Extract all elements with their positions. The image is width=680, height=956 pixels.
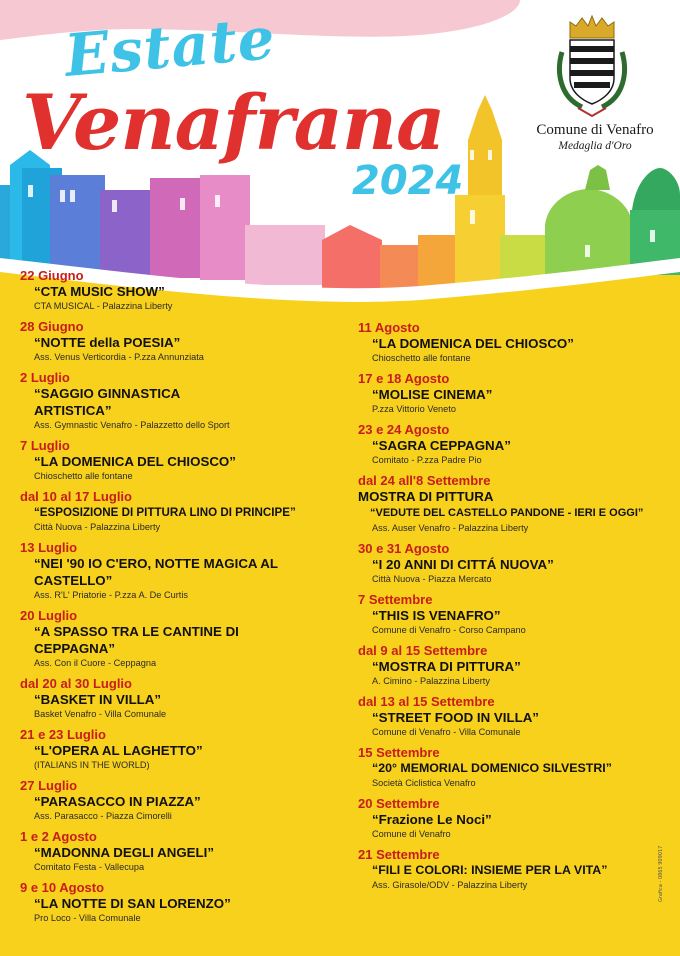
event-date: dal 9 al 15 Settembre xyxy=(358,643,488,658)
event-title-plain: MOSTRA DI PITTURA xyxy=(358,489,494,504)
event-item xyxy=(20,489,338,533)
event-organizer: Chioschetto alle fontane xyxy=(34,471,133,481)
event-date: 20 Luglio xyxy=(20,608,78,623)
event-item xyxy=(358,643,670,687)
event-date: dal 13 al 15 Settembre xyxy=(358,694,495,709)
event-organizer: Società Ciclistica Venafro xyxy=(372,778,476,788)
event-item xyxy=(358,796,670,840)
graphic-credit: Grafica - 0865 909017 xyxy=(658,845,664,902)
event-date: 9 e 10 Agosto xyxy=(20,880,105,895)
comune-name: Comune di Venafro xyxy=(536,122,654,138)
event-item xyxy=(20,319,338,363)
event-date: 7 Luglio xyxy=(20,438,70,453)
event-date: 23 e 24 Agosto xyxy=(358,422,450,437)
event-date: 20 Settembre xyxy=(358,796,440,811)
event-title: “L'OPERA AL LAGHETTO” xyxy=(34,743,203,758)
event-title: “Frazione Le Noci” xyxy=(372,812,492,827)
event-date: 27 Luglio xyxy=(20,778,78,793)
event-title: “LA DOMENICA DEL CHIOSCO” xyxy=(34,454,236,469)
event-title: “PARASACCO IN PIAZZA” xyxy=(34,794,201,809)
event-item xyxy=(20,268,338,312)
event-organizer: Comitato Festa - Vallecupa xyxy=(34,862,145,872)
event-title: “SAGRA CEPPAGNA” xyxy=(372,438,511,453)
title-estate: Estate xyxy=(62,3,279,91)
event-organizer: Ass. R'L' Priatorie - P.zza A. De Curtis xyxy=(34,590,188,600)
comune-crest-icon xyxy=(552,12,632,120)
event-item xyxy=(358,422,670,466)
event-title: “A SPASSO TRA LE CANTINE DI CEPPAGNA” xyxy=(34,624,239,656)
event-title: “I 20 ANNI DI CITTÁ NUOVA” xyxy=(372,557,554,572)
event-title: “ESPOSIZIONE DI PITTURA LINO DI PRINCIPE” xyxy=(34,506,296,519)
event-organizer: Ass. Gymnastic Venafro - Palazzetto dello Sport xyxy=(34,420,230,430)
event-title: “STREET FOOD IN VILLA” xyxy=(372,710,539,725)
event-title: “LA NOTTE DI SAN LORENZO” xyxy=(34,896,231,911)
title-year: 2024 xyxy=(352,158,464,204)
events-column-right xyxy=(358,320,670,898)
event-item xyxy=(358,694,670,738)
event-item xyxy=(20,438,338,482)
event-organizer: Basket Venafro - Villa Comunale xyxy=(34,709,167,719)
event-item xyxy=(20,778,338,822)
title-venafrana: Venafrana xyxy=(22,78,445,167)
event-item xyxy=(358,847,670,891)
event-date: 13 Luglio xyxy=(20,540,78,555)
comune-subtitle: Medaglia d'Oro xyxy=(558,140,632,152)
event-title: “VEDUTE DEL CASTELLO PANDONE - IERI E OGGI” xyxy=(370,507,644,519)
event-item xyxy=(20,608,338,669)
event-title: “NOTTE della POESIA” xyxy=(34,335,181,350)
events-column-left xyxy=(20,268,338,931)
event-title: “THIS IS VENAFRO” xyxy=(372,608,501,623)
event-organizer: Chioschetto alle fontane xyxy=(372,353,471,363)
event-date: 15 Settembre xyxy=(358,745,440,760)
event-title: “MADONNA DEGLI ANGELI” xyxy=(34,845,214,860)
event-item xyxy=(20,880,338,924)
event-item xyxy=(358,473,670,534)
event-organizer: P.zza Vittorio Veneto xyxy=(372,404,456,414)
event-item xyxy=(20,676,338,720)
event-title: “LA DOMENICA DEL CHIOSCO” xyxy=(372,336,574,351)
event-title: “SAGGIO GINNASTICA ARTISTICA” xyxy=(34,386,180,418)
event-title: “CTA MUSIC SHOW” xyxy=(34,284,165,299)
event-organizer: Comune di Venafro - Villa Comunale xyxy=(372,727,521,737)
event-organizer: Ass. Parasacco - Piazza Cimorelli xyxy=(34,811,172,821)
event-title: “NEI '90 IO C'ERO, NOTTE MAGICA AL CASTELLO” xyxy=(34,556,278,588)
event-date: 22 Giugno xyxy=(20,268,84,283)
event-date: 11 Agosto xyxy=(358,320,420,335)
event-title: “MOSTRA DI PITTURA” xyxy=(372,659,521,674)
event-item xyxy=(358,745,670,789)
event-title: “FILI E COLORI: INSIEME PER LA VITA” xyxy=(372,863,608,877)
event-date: dal 24 all'8 Settembre xyxy=(358,473,491,488)
event-item xyxy=(358,592,670,636)
event-item xyxy=(358,320,670,364)
event-date: 21 Settembre xyxy=(358,847,440,862)
event-date: 21 e 23 Luglio xyxy=(20,727,106,742)
event-date: 28 Giugno xyxy=(20,319,84,334)
event-date: dal 10 al 17 Luglio xyxy=(20,489,132,504)
event-organizer: Città Nuova - Palazzina Liberty xyxy=(34,522,161,532)
event-organizer: Ass. Auser Venafro - Palazzina Liberty xyxy=(372,523,529,533)
event-organizer: Comune di Venafro xyxy=(372,829,451,839)
event-item xyxy=(20,370,338,431)
event-item xyxy=(358,371,670,415)
event-organizer: Pro Loco - Villa Comunale xyxy=(34,913,141,923)
event-organizer: Ass. Con il Cuore - Ceppagna xyxy=(34,658,157,668)
event-date: 7 Settembre xyxy=(358,592,433,607)
event-title: “BASKET IN VILLA” xyxy=(34,692,162,707)
event-organizer: Comune di Venafro - Corso Campano xyxy=(372,625,526,635)
event-organizer: CTA MUSICAL - Palazzina Liberty xyxy=(34,301,173,311)
event-item xyxy=(20,829,338,873)
event-item xyxy=(20,540,338,601)
event-date: dal 20 al 30 Luglio xyxy=(20,676,132,691)
event-organizer: (ITALIANS IN THE WORLD) xyxy=(34,760,150,770)
event-date: 2 Luglio xyxy=(20,370,70,385)
event-organizer: Ass. Girasole/ODV - Palazzina Liberty xyxy=(372,880,528,890)
event-date: 1 e 2 Agosto xyxy=(20,829,97,844)
event-organizer: Ass. Venus Verticordia - P.zza Annunziata xyxy=(34,352,204,362)
event-item xyxy=(20,727,338,771)
event-date: 17 e 18 Agosto xyxy=(358,371,450,386)
event-organizer: A. Cimino - Palazzina Liberty xyxy=(372,676,490,686)
event-item xyxy=(358,541,670,585)
event-organizer: Città Nuova - Piazza Mercato xyxy=(372,574,492,584)
event-date: 30 e 31 Agosto xyxy=(358,541,450,556)
event-organizer: Comitato - P.zza Padre Pio xyxy=(372,455,482,465)
event-title: “MOLISE CINEMA” xyxy=(372,387,493,402)
event-title: “20° MEMORIAL DOMENICO SILVESTRI” xyxy=(372,761,612,775)
